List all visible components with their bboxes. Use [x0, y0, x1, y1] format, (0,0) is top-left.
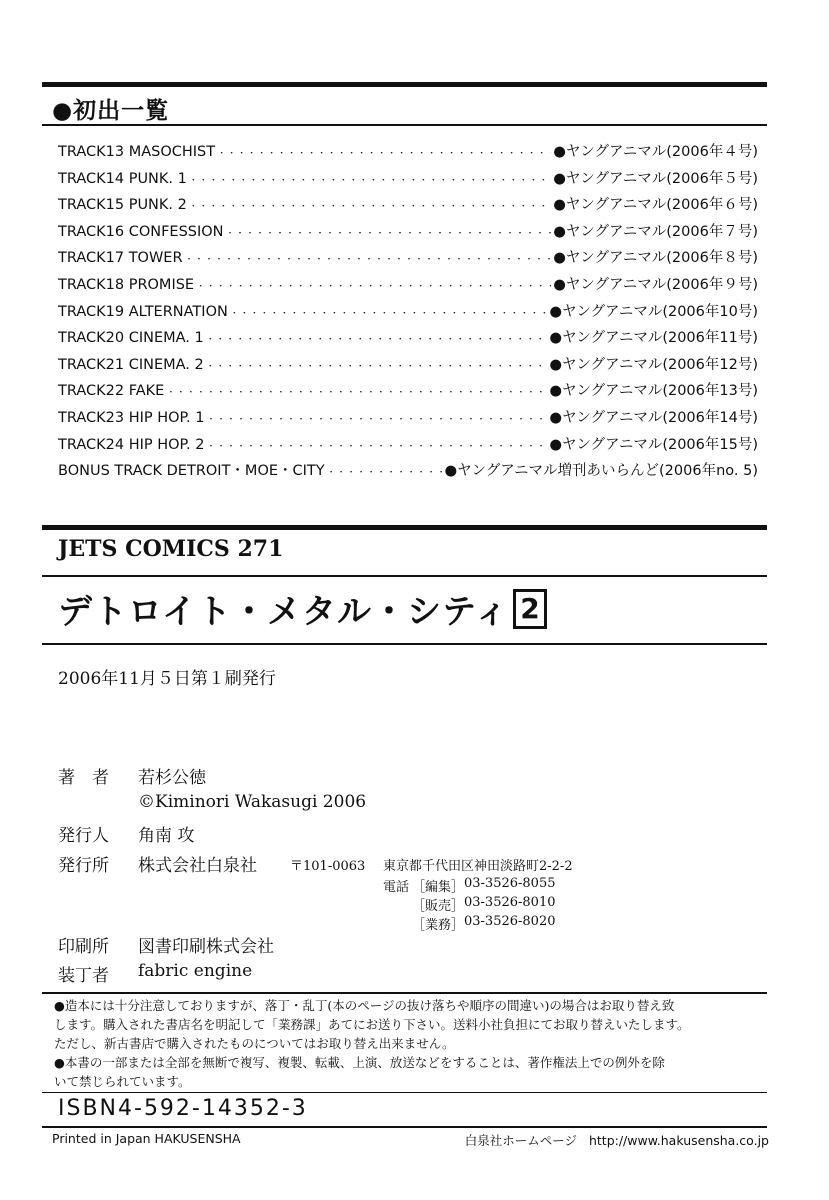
list-item: [58, 326, 758, 353]
track-title: TRACK24 HIP HOP. 2: [58, 436, 205, 453]
list-item: [58, 353, 758, 380]
list-item: [58, 433, 758, 460]
copyright: ©Kiminori Wakasugi 2006: [138, 792, 367, 812]
author-name: 若杉公徳: [138, 768, 206, 788]
first-appearance-list: [58, 140, 758, 486]
leader-dots: [230, 304, 547, 320]
list-item: [58, 379, 758, 406]
track-source: ●ヤングアニマル(2006年７号): [553, 223, 758, 240]
colophon-top-rule: [42, 525, 767, 530]
track-source: ●ヤングアニマル増刊あいらんど(2006年no. 5): [444, 463, 758, 480]
list-item: [58, 273, 758, 300]
postal-code: 〒101-0063: [290, 859, 366, 874]
leader-dots: [206, 437, 547, 453]
track-source: ●ヤングアニマル(2006年11号): [549, 330, 758, 347]
track-source: ●ヤングアニマル(2006年９号): [553, 276, 758, 293]
track-source: ●ヤングアニマル(2006年15号): [549, 436, 758, 453]
series-name: JETS COMICS 271: [58, 536, 284, 562]
track-source: ●ヤングアニマル(2006年10号): [549, 303, 758, 320]
publisher-person: 角南 攻: [138, 826, 195, 846]
phone-dept: ［編集］: [412, 880, 465, 895]
publisher-label: 発行所: [58, 856, 109, 876]
track-title: TRACK21 CINEMA. 2: [58, 356, 204, 373]
list-item: [58, 140, 758, 167]
phone-number: 03-3526-8010: [464, 895, 556, 910]
volume-number: 2: [513, 589, 546, 629]
list-item: [58, 246, 758, 273]
leader-dots: [217, 144, 551, 160]
track-title: TRACK23 HIP HOP. 1: [58, 409, 205, 426]
track-title: TRACK22 FAKE: [58, 383, 165, 400]
track-source: ●ヤングアニマル(2006年８号): [553, 250, 758, 267]
track-title: TRACK20 CINEMA. 1: [58, 330, 204, 347]
list-item: [58, 300, 758, 327]
track-title: TRACK13 MASOCHIST: [58, 144, 216, 160]
list-item: [58, 167, 758, 194]
leader-dots: [327, 463, 443, 479]
author-label: 著 者: [58, 768, 109, 788]
track-title: TRACK16 CONFESSION: [58, 223, 224, 240]
track-title: TRACK17 TOWER: [58, 250, 183, 267]
leader-dots: [226, 224, 552, 240]
track-source: ●ヤングアニマル(2006年５号): [553, 170, 758, 187]
track-source: ●ヤングアニマル(2006年４号): [553, 144, 758, 160]
designer-name: fabric engine: [138, 961, 253, 981]
publisher-name: 株式会社白泉社: [138, 856, 257, 876]
leader-dots: [189, 197, 551, 213]
track-title: TRACK15 PUNK. 2: [58, 197, 187, 214]
list-item: [58, 193, 758, 220]
leader-dots: [196, 277, 551, 293]
notice-line: ●造本には十分注意しておりますが、落丁・乱丁(本のページの抜け落ちや順序の間違い)の場合はお取り替え致: [54, 998, 675, 1013]
notice-line: ●本書の一部または全部を無断で複写、複製、転載、上演、放送などをすることは、著作権法上での例外を除: [54, 1055, 665, 1070]
notice-bottom-rule: [42, 1092, 767, 1093]
title-rule: [42, 643, 767, 645]
notice-text: [54, 996, 774, 1091]
top-rule: [42, 82, 767, 87]
phone-dept: ［販売］: [412, 899, 465, 914]
track-source: ●ヤングアニマル(2006年13号): [549, 383, 758, 400]
leader-dots: [206, 410, 547, 426]
notice-line: ただし、新古書店で購入されたものについてはお取り替え出来ません。: [54, 1036, 455, 1051]
homepage-url[interactable]: http://www.hakusensha.co.jp: [588, 1133, 769, 1148]
leader-dots: [189, 171, 551, 187]
publisher-address: 東京都千代田区神田淡路町2-2-2: [383, 859, 573, 874]
track-source: ●ヤングアニマル(2006年12号): [549, 356, 758, 373]
footer-rule: [42, 1126, 767, 1128]
track-title: TRACK18 PROMISE: [58, 276, 195, 293]
leader-dots: [206, 357, 548, 373]
leader-dots: [206, 330, 548, 346]
leader-dots: [166, 383, 547, 399]
track-source: ●ヤングアニマル(2006年６号): [553, 197, 758, 214]
list-item: [58, 459, 758, 486]
phone-number: 03-3526-8055: [464, 876, 556, 891]
list-item: [58, 406, 758, 433]
first-appearance-heading: ●初出一覧: [52, 97, 170, 124]
track-title: TRACK19 ALTERNATION: [58, 303, 228, 320]
track-title: TRACK14 PUNK. 1: [58, 170, 187, 187]
track-title: BONUS TRACK DETROIT・MOE・CITY: [58, 463, 325, 480]
book-title: デトロイト・メタル・シティ: [58, 592, 510, 632]
designer-label: 装丁者: [58, 966, 109, 986]
notice-line: いて禁じられています。: [54, 1074, 191, 1089]
notice-top-rule: [42, 992, 767, 994]
series-rule: [42, 575, 767, 577]
list-item: [58, 220, 758, 247]
notice-line: します。購入された書店名を明記して「業務課」あてにお送り下さい。送料小社負担にてお取り替えいたします。: [54, 1017, 690, 1032]
isbn: ISBN4-592-14352-3: [58, 1096, 308, 1121]
publisher-person-label: 発行人: [58, 826, 109, 846]
book-title-block: [58, 584, 547, 633]
publication-date: 2006年11月５日第１刷発行: [58, 669, 276, 689]
phone-label: 電話: [383, 880, 410, 895]
printer-name: 図書印刷株式会社: [138, 937, 274, 957]
printer-label: 印刷所: [58, 937, 109, 957]
printed-in: Printed in Japan HAKUSENSHA: [52, 1131, 241, 1146]
heading-rule: [42, 124, 767, 126]
leader-dots: [185, 250, 552, 266]
phone-number: 03-3526-8020: [464, 914, 556, 929]
homepage: [465, 1131, 769, 1149]
track-source: ●ヤングアニマル(2006年14号): [549, 409, 758, 426]
phone-dept: ［業務］: [412, 918, 465, 933]
homepage-label: 白泉社ホームページ: [464, 1133, 577, 1148]
